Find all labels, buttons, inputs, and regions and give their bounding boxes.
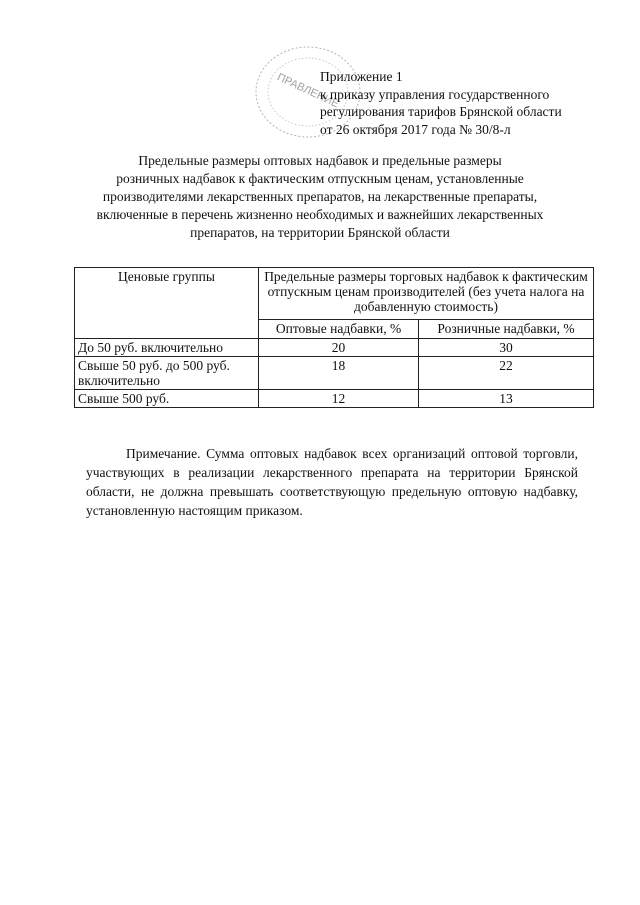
appendix-line-1: Приложение 1: [320, 69, 403, 84]
title-line-1: Предельные размеры оптовых надбавок и предельные размеры: [138, 153, 502, 168]
row-wholesale: 12: [259, 390, 419, 408]
header-retail: Розничные надбавки, %: [419, 319, 594, 338]
appendix-line-2: к приказу управления государственного: [320, 86, 550, 102]
markups-table: [74, 267, 594, 408]
row-wholesale: 18: [259, 357, 419, 390]
row-group: До 50 руб. включительно: [75, 339, 259, 357]
title-line-4: включенные в перечень жизненно необходимых и важнейших лекарственных: [96, 207, 544, 222]
row-group: Свыше 500 руб.: [75, 390, 259, 408]
row-retail: 30: [419, 339, 594, 357]
appendix-line-4: от 26 октября 2017 года № 30/8-л: [320, 121, 511, 137]
table-header-row: [75, 268, 594, 320]
document-title: [60, 152, 580, 242]
row-retail: 13: [419, 390, 594, 408]
header-wholesale: Оптовые надбавки, %: [259, 319, 419, 338]
appendix-line-3: регулирования тарифов Брянской области: [320, 104, 562, 119]
note-paragraph: Примечание. Сумма оптовых надбавок всех организаций оптовой торговли, участвующих в реализации лекарственного препарата на территории Брянской области, не должна превышать соответствующую предельную оптовую надбавку, установленную настоящим приказом.: [86, 445, 578, 518]
header-markup-limits: Предельные размеры торговых надбавок к фактическим отпускным ценам производителей (без учета налога на добавленную стоимость): [259, 268, 594, 320]
table-row: [75, 390, 594, 408]
title-line-5: препаратов, на территории Брянской области: [190, 225, 450, 240]
row-wholesale: 20: [259, 339, 419, 357]
stamp-text: ПРАВЛЕНИЕ: [275, 71, 341, 111]
header-price-groups: Ценовые группы: [75, 268, 259, 339]
row-retail: 22: [419, 357, 594, 390]
appendix-header: [320, 68, 562, 138]
title-line-2: розничных надбавок к фактическим отпускным ценам, установленные: [116, 171, 524, 186]
table-row: [75, 339, 594, 357]
row-group: Свыше 50 руб. до 500 руб. включительно: [75, 357, 259, 390]
title-line-3: производителями лекарственных препаратов, на лекарственные препараты,: [102, 189, 538, 204]
table-row: [75, 357, 594, 390]
